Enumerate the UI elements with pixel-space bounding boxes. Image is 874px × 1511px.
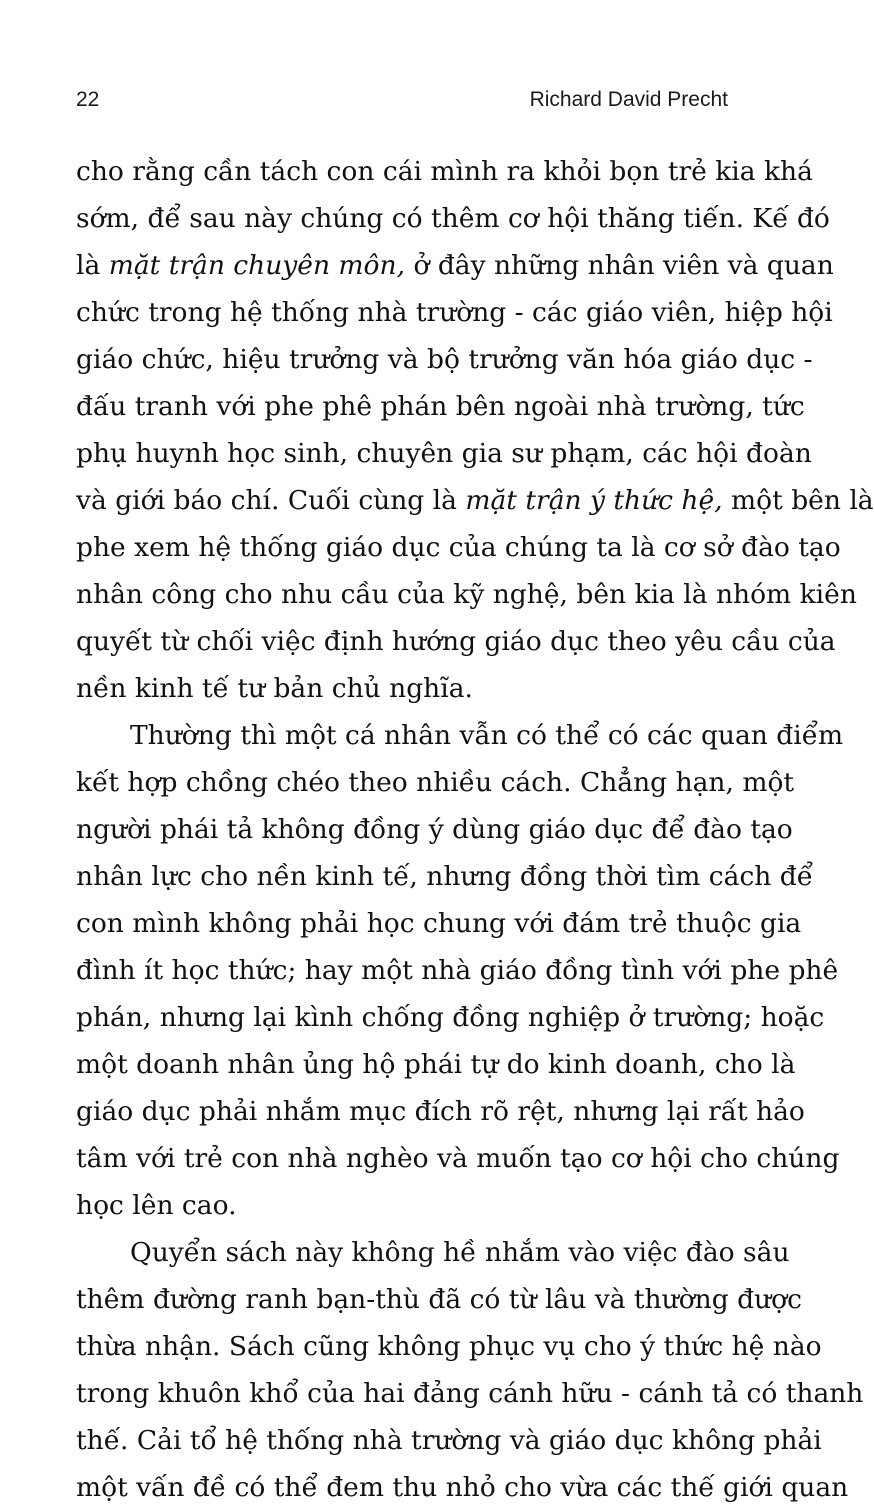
text-line: Thường thì một cá nhân vẫn có thể có các quan điểm bbox=[130, 720, 844, 751]
text-line: con mình không phải học chung với đám trẻ thuộc gia bbox=[76, 908, 802, 939]
text-line: Quyển sách này không hề nhắm vào việc đào sâu bbox=[130, 1237, 790, 1268]
text-line: một doanh nhân ủng hộ phái tự do kinh doanh, cho là bbox=[76, 1049, 796, 1080]
text-segment: ở đây những nhân viên và quan bbox=[405, 250, 834, 281]
paragraph bbox=[76, 148, 874, 712]
text-line: thế. Cải tổ hệ thống nhà trường và giáo dục không phải bbox=[76, 1425, 822, 1456]
body-text bbox=[76, 148, 874, 1511]
text-line: đấu tranh với phe phê phán bên ngoài nhà trường, tức bbox=[76, 391, 805, 422]
text-segment: một bên là bbox=[722, 485, 874, 516]
text-line: giáo chức, hiệu trưởng và bộ trưởng văn hóa giáo dục - bbox=[76, 344, 813, 375]
text-line: người phái tả không đồng ý dùng giáo dục để đào tạo bbox=[76, 814, 793, 845]
text-line: phụ huynh học sinh, chuyên gia sư phạm, các hội đoàn bbox=[76, 438, 812, 469]
text-line bbox=[76, 477, 874, 524]
running-header bbox=[76, 88, 728, 122]
page-number: 22 bbox=[76, 88, 100, 111]
text-segment: là bbox=[76, 250, 109, 281]
paragraph bbox=[76, 1229, 864, 1511]
emphasized-term: mặt trận ý thức hệ, bbox=[465, 485, 723, 516]
text-line: kết hợp chồng chéo theo nhiều cách. Chẳng hạn, một bbox=[76, 767, 795, 798]
text-line: phán, nhưng lại kình chống đồng nghiệp ở trường; hoặc bbox=[76, 1002, 825, 1033]
text-line: quyết từ chối việc định hướng giáo dục theo yêu cầu của bbox=[76, 626, 836, 657]
text-line: nhân công cho nhu cầu của kỹ nghệ, bên kia là nhóm kiên bbox=[76, 579, 857, 610]
text-line: học lên cao. bbox=[76, 1190, 237, 1221]
text-line: thêm đường ranh bạn-thù đã có từ lâu và thường được bbox=[76, 1284, 802, 1315]
text-line: chức trong hệ thống nhà trường - các giáo viên, hiệp hội bbox=[76, 297, 833, 328]
paragraph bbox=[76, 712, 844, 1229]
text-line: cho rằng cần tách con cái mình ra khỏi bọn trẻ kia khá bbox=[76, 156, 813, 187]
text-line: đình ít học thức; hay một nhà giáo đồng tình với phe phê bbox=[76, 955, 839, 986]
emphasized-term: mặt trận chuyên môn, bbox=[108, 250, 406, 281]
running-header-author: Richard David Precht bbox=[529, 88, 728, 111]
text-line: giáo dục phải nhắm mục đích rõ rệt, nhưng lại rất hảo bbox=[76, 1096, 805, 1127]
text-line: sớm, để sau này chúng có thêm cơ hội thăng tiến. Kế đó bbox=[76, 203, 830, 234]
text-line: tâm với trẻ con nhà nghèo và muốn tạo cơ hội cho chúng bbox=[76, 1143, 840, 1174]
text-line: thừa nhận. Sách cũng không phục vụ cho ý thức hệ nào bbox=[76, 1331, 822, 1362]
text-line: một vấn đề có thể đem thu nhỏ cho vừa các thế giới quan bbox=[76, 1472, 849, 1503]
text-line: phe xem hệ thống giáo dục của chúng ta là cơ sở đào tạo bbox=[76, 532, 841, 563]
text-segment: và giới báo chí. Cuối cùng là bbox=[76, 485, 466, 516]
text-line: nền kinh tế tư bản chủ nghĩa. bbox=[76, 673, 473, 704]
text-line: nhân lực cho nền kinh tế, nhưng đồng thời tìm cách để bbox=[76, 861, 814, 892]
text-line bbox=[76, 242, 834, 289]
text-line: trong khuôn khổ của hai đảng cánh hữu - cánh tả có thanh bbox=[76, 1378, 864, 1409]
